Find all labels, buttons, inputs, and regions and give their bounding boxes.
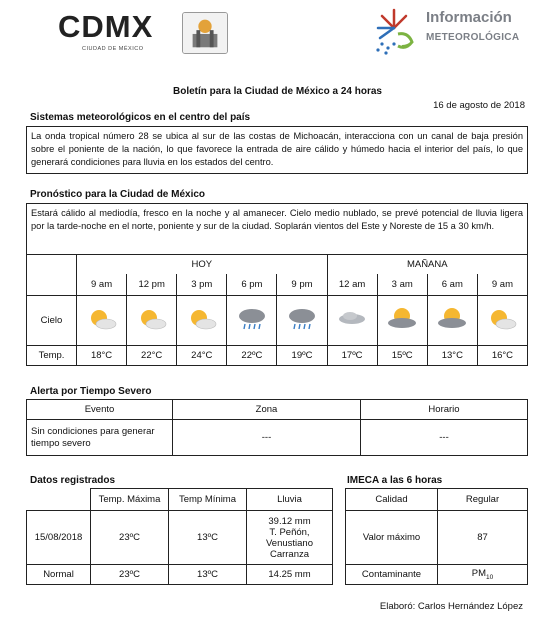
forecast-time: 12 pm	[127, 274, 177, 296]
forecast-temp: 22ºC	[227, 346, 277, 366]
imeca-max-value: 87	[438, 511, 528, 565]
author: Elaboró: Carlos Hernández López	[379, 601, 523, 612]
bulletin-date: 16 de agosto de 2018	[433, 100, 525, 111]
cloud-icon	[336, 306, 368, 332]
recorded-col-max: Temp. Máxima	[91, 489, 169, 511]
recorded-col-rain: Lluvia	[247, 489, 333, 511]
forecast-time: 9 pm	[277, 274, 327, 296]
forecast-temp: 18°C	[77, 346, 127, 366]
recorded-row	[27, 511, 333, 565]
recorded-row1-label: 15/08/2018	[27, 511, 91, 565]
meteorologica-subtitle: METEOROLÓGICA	[426, 32, 520, 43]
temp-label: Temp.	[27, 346, 77, 366]
forecast-temp: 22°C	[127, 346, 177, 366]
forecast-temp: 13°C	[427, 346, 477, 366]
forecast-time: 6 pm	[227, 274, 277, 296]
imeca-col-quality: Calidad	[346, 489, 438, 511]
sun-cloud-icon	[486, 306, 518, 332]
imeca-max-label: Valor máximo	[346, 511, 438, 565]
recorded-row1-rain	[247, 511, 333, 565]
cdmx-logo	[58, 10, 233, 55]
alert-col-zone: Zona	[173, 400, 361, 420]
snowflake-sun-icon	[372, 6, 422, 56]
imeca-row	[346, 565, 528, 585]
forecast-time: 6 am	[427, 274, 477, 296]
forecast-temp-row	[27, 346, 528, 366]
systems-box	[26, 126, 528, 174]
forecast-temp: 19ºC	[277, 346, 327, 366]
alert-event: Sin condiciones para generar tiempo severo	[27, 420, 173, 456]
alert-col-schedule: Horario	[361, 400, 528, 420]
recorded-row1-max: 23ºC	[91, 511, 169, 565]
cdmx-emblem-icon	[182, 12, 228, 54]
forecast-time: 9 am	[477, 274, 527, 296]
recorded-row1-min: 13ºC	[169, 511, 247, 565]
systems-title: Sistemas meteorológicos en el centro del país	[30, 112, 251, 123]
header	[0, 0, 555, 62]
alert-table	[26, 399, 528, 456]
forecast-title: Pronóstico para la Ciudad de México	[30, 189, 206, 200]
recorded-row2-rain: 14.25 mm	[247, 565, 333, 585]
recorded-row2-label: Normal	[27, 565, 91, 585]
sun-cloud-icon	[186, 306, 218, 332]
forecast-temp: 16°C	[477, 346, 527, 366]
tomorrow-label: MAÑANA	[327, 255, 527, 274]
pollutant-subscript: 10	[486, 573, 494, 581]
recorded-row2-max: 23ºC	[91, 565, 169, 585]
recorded-row1-rain-place: T. Peñón, Venustiano Carranza	[265, 526, 313, 560]
sun-dark-cloud-icon	[386, 306, 418, 332]
imeca-header-row	[346, 489, 528, 511]
imeca-pollutant-label: Contaminante	[346, 565, 438, 585]
forecast-temp: 15ºC	[377, 346, 427, 366]
forecast-time: 3 pm	[177, 274, 227, 296]
forecast-time: 12 am	[327, 274, 377, 296]
informacion-title: Información	[426, 9, 512, 26]
recorded-row	[27, 565, 333, 585]
alert-header-row	[27, 400, 528, 420]
today-label: HOY	[77, 255, 328, 274]
systems-text: La onda tropical número 28 se ubica al sur de las costas de Michoacán, interacciona con un canal de baja presión sobre el poniente de la nación, lo que favorece la entrada de aire cálido y húmedo hacia el interior del país, lo que generará condiciones para lluvia en los estados del centro.	[31, 131, 523, 167]
recorded-header-row	[27, 489, 333, 511]
bulletin-title: Boletín para la Ciudad de México a 24 horas	[173, 86, 382, 97]
alert-col-event: Evento	[27, 400, 173, 420]
forecast-temp: 17ºC	[327, 346, 377, 366]
forecast-times-row	[27, 274, 528, 296]
forecast-box	[26, 203, 528, 255]
recorded-title: Datos registrados	[30, 475, 116, 486]
imeca-quality-value: Regular	[438, 489, 528, 511]
sun-cloud-icon	[136, 306, 168, 332]
cdmx-logo-subtitle: CIUDAD DE MÉXICO	[82, 46, 144, 52]
cdmx-logo-text: CDMX	[58, 9, 154, 44]
recorded-col-min: Temp Mínima	[169, 489, 247, 511]
imeca-table	[345, 488, 528, 585]
imeca-row	[346, 511, 528, 565]
informacion-meteorologica-logo	[372, 6, 542, 56]
forecast-temp: 24°C	[177, 346, 227, 366]
forecast-sky-row	[27, 296, 528, 346]
rain-cloud-icon	[236, 306, 268, 332]
sky-label: Cielo	[27, 296, 77, 346]
forecast-time: 3 am	[377, 274, 427, 296]
recorded-row1-rain-amount: 39.12 mm	[268, 515, 311, 527]
forecast-day-header-row	[27, 255, 528, 274]
alert-body-row	[27, 420, 528, 456]
forecast-time: 9 am	[77, 274, 127, 296]
forecast-text: Estará cálido al mediodía, fresco en la noche y al amanecer. Cielo medio nublado, se prevé potencial de lluvia ligera por la tarde-noche en el norte, poniente y sur de la ciudad. Soplarán vientos del Este y Noreste de 15 a 30 km/h.	[31, 208, 523, 231]
recorded-row2-min: 13ºC	[169, 565, 247, 585]
pollutant-base: PM	[471, 568, 486, 580]
alert-zone: ---	[173, 420, 361, 456]
alert-schedule: ---	[361, 420, 528, 456]
rain-cloud-icon	[286, 306, 318, 332]
sun-cloud-icon	[86, 306, 118, 332]
imeca-pollutant-value	[438, 565, 528, 585]
forecast-table	[26, 254, 528, 366]
sun-dark-cloud-icon	[436, 306, 468, 332]
imeca-title: IMECA a las 6 horas	[347, 475, 443, 486]
recorded-table	[26, 488, 333, 585]
alert-title: Alerta por Tiempo Severo	[30, 386, 152, 397]
